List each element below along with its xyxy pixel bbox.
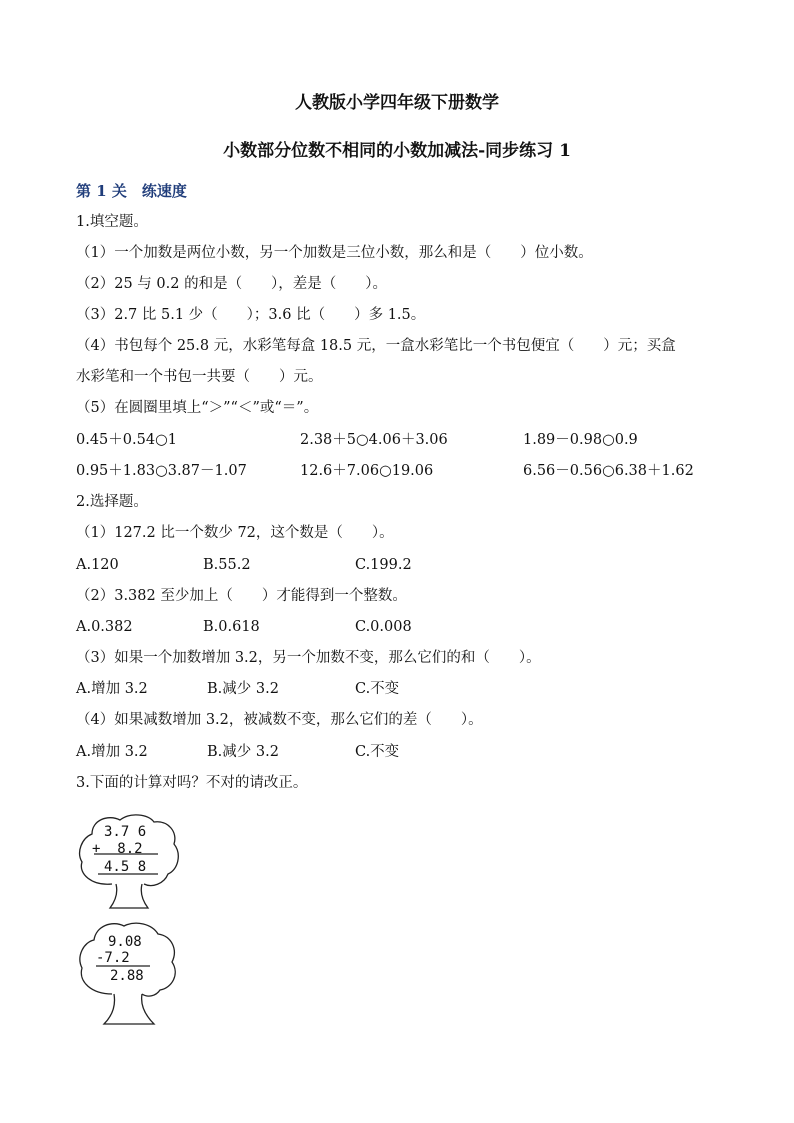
q2-option-1c: C.199.2	[355, 557, 412, 573]
page-subtitle: 小数部分位数不相同的小数加减法-同步练习 1	[223, 141, 571, 161]
q2-option-4b: B.减少 3.2	[207, 744, 279, 760]
q2-option-3a: A.增加 3.2	[76, 681, 148, 697]
q2-option-3c: C.不变	[355, 681, 400, 697]
calc1-line1: 3.7 6	[104, 824, 147, 840]
compare-1-2: 2.38＋5○4.06＋3.06	[300, 432, 448, 448]
q2-question-3: （3）如果一个加数增加 3.2，另一个加数不变，那么它们的和（ ）。	[76, 650, 541, 666]
q2-question-2: （2）3.382 至少加上（ ）才能得到一个整数。	[76, 588, 407, 604]
q2-option-2b: B.0.618	[203, 619, 260, 635]
calc2-line2: -7.2	[96, 950, 130, 966]
calc1-line2: + 8.2	[92, 841, 143, 857]
q1-item-4-cont: 水彩笔和一个书包一共要（ ）元。	[76, 369, 323, 385]
q2-option-2c: C.0.008	[355, 619, 412, 635]
section-heading: 第 1 关 练速度	[76, 182, 187, 200]
compare-1-1: 0.45＋0.54○1	[76, 432, 177, 448]
tree-calculation-1	[74, 812, 184, 912]
q1-item-3: （3）2.7 比 5.1 少（ ）；3.6 比（ ）多 1.5。	[76, 307, 426, 323]
q2-title: 2.选择题。	[76, 494, 148, 510]
q2-option-1b: B.55.2	[203, 557, 251, 573]
tree-calculation-2	[76, 920, 180, 1030]
q2-option-2a: A.0.382	[76, 619, 133, 635]
q2-option-3b: B.减少 3.2	[207, 681, 279, 697]
calc2-line3: 2.88	[110, 968, 144, 984]
q2-option-4a: A.增加 3.2	[76, 744, 148, 760]
compare-2-2: 12.6＋7.06○19.06	[300, 463, 434, 479]
q1-item-4: （4）书包每个 25.8 元，水彩笔每盒 18.5 元，一盒水彩笔比一个书包便宜（ ）元；买盒	[76, 338, 676, 354]
q2-question-4: （4）如果减数增加 3.2，被减数不变，那么它们的差（ ）。	[76, 712, 483, 728]
compare-2-3: 6.56－0.56○6.38＋1.62	[523, 463, 694, 479]
q1-item-5: （5）在圆圈里填上“＞”“＜”或“＝”。	[76, 400, 319, 416]
compare-1-3: 1.89－0.98○0.9	[523, 432, 638, 448]
q3-title: 3.下面的计算对吗？不对的请改正。	[76, 775, 308, 791]
calc2-line1: 9.08	[108, 934, 142, 950]
q1-item-1: （1）一个加数是两位小数，另一个加数是三位小数，那么和是（ ）位小数。	[76, 245, 593, 261]
q1-title: 1.填空题。	[76, 214, 148, 230]
q2-option-1a: A.120	[76, 557, 119, 573]
calc1-line3: 4.5 8	[104, 859, 147, 875]
compare-2-1: 0.95＋1.83○3.87－1.07	[76, 463, 247, 479]
page-title: 人教版小学四年级下册数学	[295, 93, 499, 113]
q1-item-2: （2）25 与 0.2 的和是（ ），差是（ ）。	[76, 276, 388, 292]
q2-question-1: （1）127.2 比一个数少 72，这个数是（ ）。	[76, 525, 394, 541]
q2-option-4c: C.不变	[355, 744, 400, 760]
